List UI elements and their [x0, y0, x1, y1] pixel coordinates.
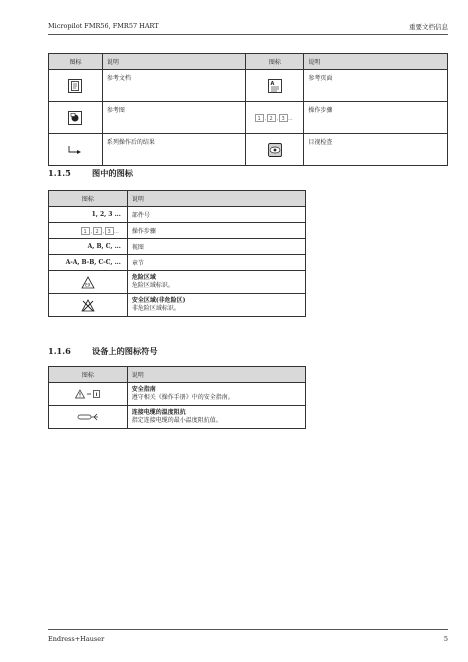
svg-text:,: ,: [264, 115, 267, 122]
description-cell: 参考图: [102, 102, 246, 134]
col-header-description: 说明: [304, 54, 448, 70]
description-text: 危险区域标识。: [131, 282, 174, 289]
description-text: 遵守相关《操作手册》中的安全指南。: [131, 394, 234, 401]
footer-company: Endress+Hauser: [48, 635, 105, 643]
safety-instructions-icon: [75, 389, 101, 399]
svg-text:1: 1: [83, 228, 87, 235]
description-cell: [127, 294, 305, 317]
header-section: 重要文档信息: [409, 23, 448, 31]
symbol-cell: A-A, B-B, C-C, ...: [49, 255, 128, 271]
section-title: 图中的图标: [92, 168, 133, 178]
header-divider: [48, 34, 448, 35]
table-row: [49, 406, 306, 429]
table-row: [49, 102, 448, 134]
result-arrow-icon: [68, 145, 82, 155]
description-text: 指定连接电缆的最小温度阻抗值。: [131, 417, 222, 424]
section-number: 1.1.6: [48, 346, 71, 356]
description-cell: 视图: [127, 239, 305, 255]
table-header-row: [49, 367, 306, 383]
svg-text:A: A: [270, 80, 275, 87]
col-header-symbol: 图标: [49, 191, 128, 207]
description-cell: 部件号: [127, 207, 305, 223]
section-number: 1.1.5: [48, 168, 71, 178]
description-title: 危险区域: [131, 274, 156, 281]
description-cell: 系列操作后的结果: [102, 134, 246, 166]
header-product: Micropilot FMR56, FMR57 HART: [48, 22, 159, 30]
table-row: [49, 271, 306, 294]
description-text: 非危险区域标识。: [131, 305, 180, 312]
col-header-symbol: 图标: [49, 367, 128, 383]
description-title: 安全指南: [131, 386, 156, 393]
description-cell: 参考页面: [304, 70, 448, 102]
description-cell: 目视检查: [304, 134, 448, 166]
symbol-cell: A, B, C, ...: [49, 239, 128, 255]
table-row: [49, 255, 306, 271]
svg-text:,: ,: [90, 228, 92, 235]
table-row: [49, 207, 306, 223]
description-cell: 章节: [127, 255, 305, 271]
svg-text:1: 1: [257, 115, 261, 122]
description-cell: 操作步骤: [127, 223, 305, 239]
svg-text:EX: EX: [85, 282, 91, 287]
svg-text:2: 2: [95, 228, 99, 235]
operation-steps-icon: [81, 227, 121, 235]
description-cell: [127, 271, 305, 294]
section-heading-1-1-5: [48, 168, 133, 179]
svg-text:...: ...: [287, 115, 293, 122]
svg-text:3: 3: [281, 115, 285, 122]
description-cell: [127, 383, 305, 406]
table-row: [49, 223, 306, 239]
document-symbols-table: [48, 53, 448, 166]
safe-area-icon: [81, 299, 95, 312]
figure-symbols-table: [48, 190, 306, 317]
table-header-row: [49, 54, 448, 70]
description-cell: [127, 406, 305, 429]
col-header-description: 说明: [102, 54, 246, 70]
operation-steps-icon: [255, 114, 295, 122]
col-header-symbol: 图标: [246, 54, 304, 70]
col-header-description: 说明: [127, 191, 305, 207]
visual-inspection-icon: [268, 143, 282, 157]
device-symbols-table: [48, 366, 306, 429]
reference-document-icon: [68, 79, 82, 93]
description-cell: 操作步骤: [304, 102, 448, 134]
svg-text:3: 3: [107, 228, 111, 235]
description-title: 安全区域(非危险区): [131, 297, 186, 304]
page-number: 5: [443, 635, 448, 643]
section-heading-1-1-6: [48, 346, 158, 357]
section-title: 设备上的图标符号: [92, 346, 158, 356]
reference-page-icon: [268, 79, 282, 93]
svg-text:,: ,: [276, 115, 279, 122]
table-row: [49, 134, 448, 166]
cable-temperature-icon: [77, 412, 99, 422]
reference-figure-icon: [68, 111, 82, 125]
svg-text:,: ,: [102, 228, 104, 235]
hazardous-area-icon: [81, 276, 95, 289]
col-header-description: 说明: [127, 367, 305, 383]
table-row: [49, 294, 306, 317]
description-title: 连接电缆的温度阻抗: [131, 409, 186, 416]
table-row: [49, 70, 448, 102]
svg-text:...: ...: [113, 228, 119, 235]
symbol-cell: 1, 2, 3 ...: [49, 207, 128, 223]
table-header-row: [49, 191, 306, 207]
table-row: [49, 383, 306, 406]
footer-divider: [48, 629, 448, 630]
description-cell: 参考文档: [102, 70, 246, 102]
col-header-symbol: 图标: [49, 54, 103, 70]
table-row: [49, 239, 306, 255]
svg-text:2: 2: [269, 115, 273, 122]
